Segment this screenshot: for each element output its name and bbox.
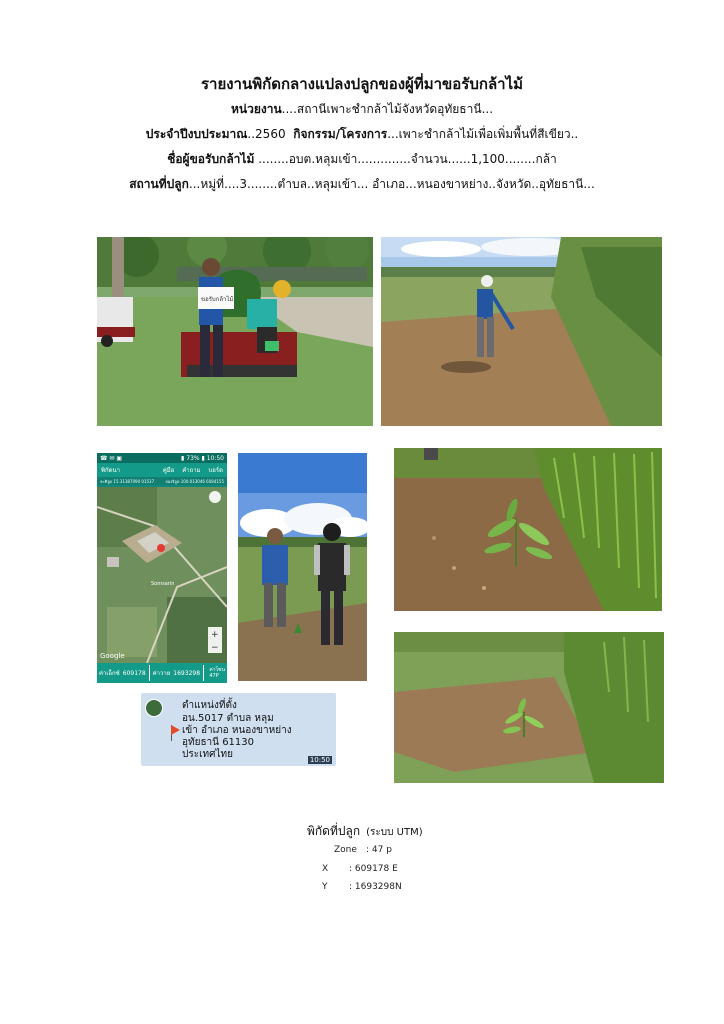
map-place-label: Somsarin (151, 581, 175, 587)
photo-two-people-field (238, 453, 367, 681)
unit-value: ....สถานีเพาะชำกล้าไม้จังหวัดอุทัยธานี... (281, 102, 494, 116)
app-menu (157, 465, 223, 475)
east-value: 609178 (122, 669, 146, 677)
photo-seedling-handover (97, 237, 373, 426)
x-row-label: X (322, 864, 329, 874)
project-label: กิจกรรม/โครงการ (293, 127, 388, 141)
x-row-value: : 609178 E (349, 864, 398, 874)
flag-pin-icon (171, 725, 180, 735)
report-title: รายงานพิกัดกลางแปลงปลูกของผู้ที่มาขอรับกล้าไม้ (200, 75, 524, 93)
avatar (145, 699, 163, 717)
longitude-readout: ลองจิจูด 100.013046 6084155 (165, 478, 224, 484)
utm-footer (97, 663, 227, 683)
budget-value: ..2560 (247, 127, 286, 141)
app-toolbar (97, 463, 227, 477)
divider (203, 665, 204, 681)
photo-seedling-closeup (394, 448, 662, 611)
menu-item-faq[interactable]: คำถาม (182, 467, 201, 474)
budget-label: ประจำปีงบประมาณ (145, 127, 248, 141)
east-label: ค่าเอ็กซ์ (99, 670, 120, 677)
message-time: 10:50 (309, 756, 330, 764)
status-icons: ☎ ✉ ▣ (100, 454, 122, 462)
coords-title: พิกัดที่ปลูก (307, 824, 361, 838)
latitude-readout: ละติจูด 15.31387090 01537 (100, 478, 155, 484)
photo-field-inspection (381, 237, 662, 426)
y-row-value: : 1693298N (349, 882, 402, 892)
unit-line (0, 100, 724, 119)
requester-label: ชื่อผู้ขอรับกล้าไม้ (167, 152, 255, 166)
zoom-in-button[interactable]: + (211, 630, 219, 640)
y-row-label: Y (322, 882, 328, 892)
place-line (0, 175, 724, 194)
location-address: อน.5017 ตำบล หลุม เข้า อำเภอ หนองขาหย่าง อุทัยธานี 61130 ประเทศไทย (182, 713, 292, 760)
budget-line (0, 125, 724, 144)
app-title: พิกัดนา (101, 467, 120, 474)
location-share-card[interactable] (141, 693, 336, 766)
menu-item-manual[interactable]: คู่มือ (162, 467, 175, 474)
google-logo: Google (100, 652, 125, 660)
requester-value: ........อบต.หลุมเข้า..............จำนวน......1,100........กล้า (258, 152, 557, 166)
place-label: สถานที่ปลูก (129, 177, 189, 191)
status-battery-time: ▮ 73% ▮ 10:50 (181, 454, 224, 462)
zone-row (334, 845, 357, 855)
place-value: ...หมู่ที่....3........ตำบล..หลุมเข้า... อำเภอ...หนองขาหย่าง..จังหวัด..อุทัยธานี... (188, 177, 595, 191)
divider (149, 665, 150, 681)
project-value: ...เพาะชำกล้าไม้เพื่อเพิ่มพื้นที่สีเขียว.. (387, 127, 579, 141)
north-value: 1693298 (173, 669, 201, 677)
coords-heading (307, 822, 423, 841)
unit-label: หน่วยงาน (230, 102, 282, 116)
north-label: ค่าวาย (152, 670, 171, 677)
zone-label: ค่าโซน (209, 667, 225, 673)
satellite-map[interactable] (97, 487, 227, 663)
menu-item-board[interactable]: บอร์ด (208, 467, 223, 474)
photo-seedling-wide (394, 632, 664, 783)
requester-line (0, 150, 724, 169)
zone-value: 47P (209, 673, 219, 679)
coords-system: (ระบบ UTM) (366, 827, 423, 838)
latlong-row (97, 477, 227, 485)
zoom-out-button[interactable]: − (211, 643, 219, 653)
location-title: ตำแหน่งที่ตั้ง (182, 700, 237, 711)
zone-row-label: Zone (334, 845, 357, 855)
sign-text: ขอรับกล้าไม้ (201, 296, 234, 303)
zone-readout (209, 667, 225, 679)
gps-app-screenshot (97, 453, 227, 683)
phone-status-bar (97, 453, 227, 463)
compass-icon (209, 491, 221, 503)
zone-row-value: : 47 p (366, 845, 392, 855)
